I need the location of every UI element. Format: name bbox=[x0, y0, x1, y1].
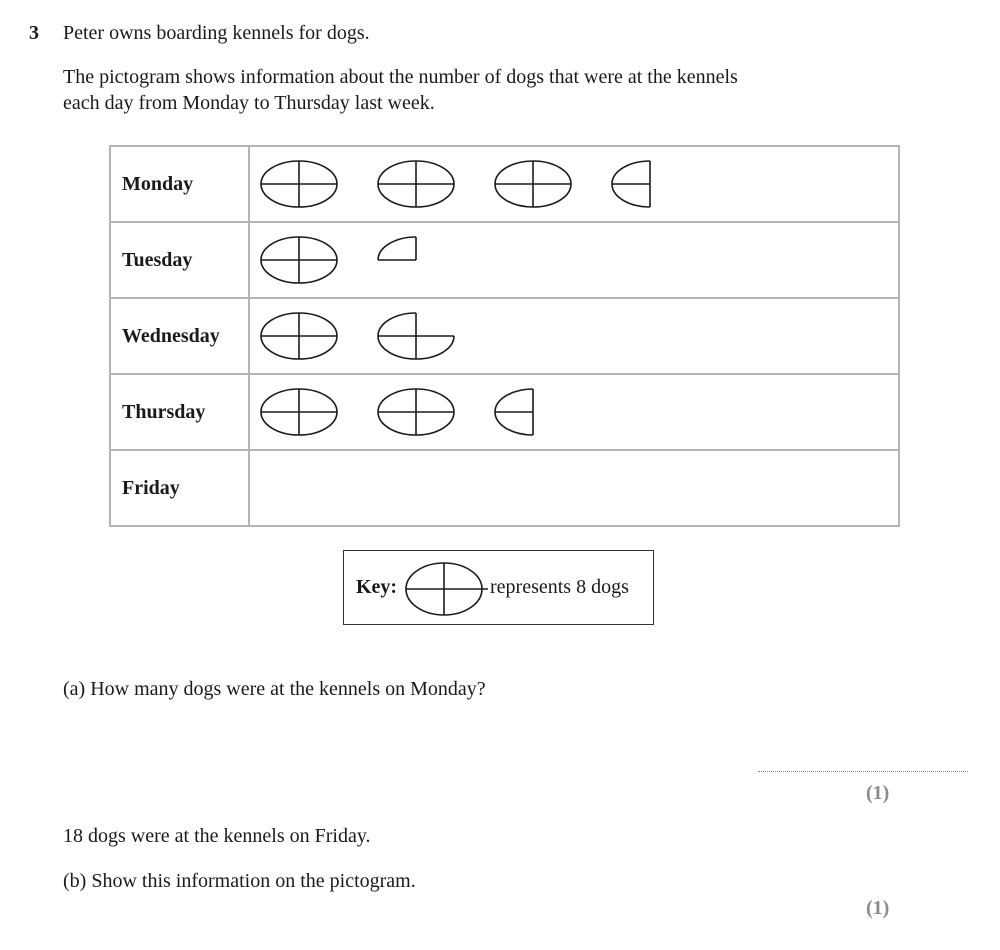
question-number: 3 bbox=[29, 22, 39, 44]
part-a-question: (a) How many dogs were at the kennels on Monday? bbox=[63, 678, 486, 700]
day-label-tuesday: Tuesday bbox=[110, 222, 249, 298]
pictogram-row-wednesday bbox=[110, 298, 899, 374]
friday-info: 18 dogs were at the kennels on Friday. bbox=[63, 825, 371, 847]
symbol-monday-1 bbox=[261, 161, 337, 207]
icon-cell-monday[interactable] bbox=[249, 146, 899, 222]
symbol-monday-2 bbox=[378, 161, 454, 207]
icon-cell-tuesday[interactable] bbox=[249, 222, 899, 298]
pictogram-row-thursday bbox=[110, 374, 899, 450]
part-a-marks: (1) bbox=[866, 782, 890, 804]
pictogram-row-tuesday bbox=[110, 222, 899, 298]
icons-monday bbox=[250, 147, 898, 222]
question-description-line-1: The pictogram shows information about the number of dogs that were at the kennels bbox=[63, 66, 738, 88]
day-label-wednesday: Wednesday bbox=[110, 298, 249, 374]
icons-thursday bbox=[250, 375, 898, 450]
symbol-wednesday-1 bbox=[261, 313, 337, 359]
part-b-question: (b) Show this information on the pictogram. bbox=[63, 870, 416, 892]
pictogram-table bbox=[109, 145, 900, 527]
icons-tuesday bbox=[250, 223, 898, 298]
icon-cell-thursday[interactable] bbox=[249, 374, 899, 450]
key-box bbox=[343, 550, 654, 625]
question-description-line-2: each day from Monday to Thursday last week. bbox=[63, 92, 435, 114]
day-label-monday: Monday bbox=[110, 146, 249, 222]
symbol-tuesday-1 bbox=[261, 237, 337, 283]
symbol-thursday-2 bbox=[378, 389, 454, 435]
question-intro: Peter owns boarding kennels for dogs. bbox=[63, 22, 370, 44]
symbol-monday-partial bbox=[612, 161, 650, 207]
key-symbol-icon bbox=[404, 559, 488, 619]
key-label: Key: bbox=[356, 576, 398, 598]
symbol-tuesday-partial bbox=[378, 237, 416, 260]
symbol-wednesday-partial bbox=[378, 313, 454, 359]
day-label-friday: Friday bbox=[110, 450, 249, 526]
symbol-thursday-1 bbox=[261, 389, 337, 435]
day-label-thursday: Thursday bbox=[110, 374, 249, 450]
symbol-thursday-partial bbox=[495, 389, 533, 435]
symbol-monday-3 bbox=[495, 161, 571, 207]
key-description: represents 8 dogs bbox=[490, 576, 629, 598]
part-b-marks: (1) bbox=[866, 897, 890, 919]
icon-cell-friday[interactable] bbox=[249, 450, 899, 526]
icons-wednesday bbox=[250, 299, 898, 374]
part-a-answer-line[interactable] bbox=[758, 771, 968, 772]
icon-cell-wednesday[interactable] bbox=[249, 298, 899, 374]
icons-friday bbox=[250, 451, 898, 526]
pictogram-row-friday bbox=[110, 450, 899, 526]
pictogram-row-monday bbox=[110, 146, 899, 222]
